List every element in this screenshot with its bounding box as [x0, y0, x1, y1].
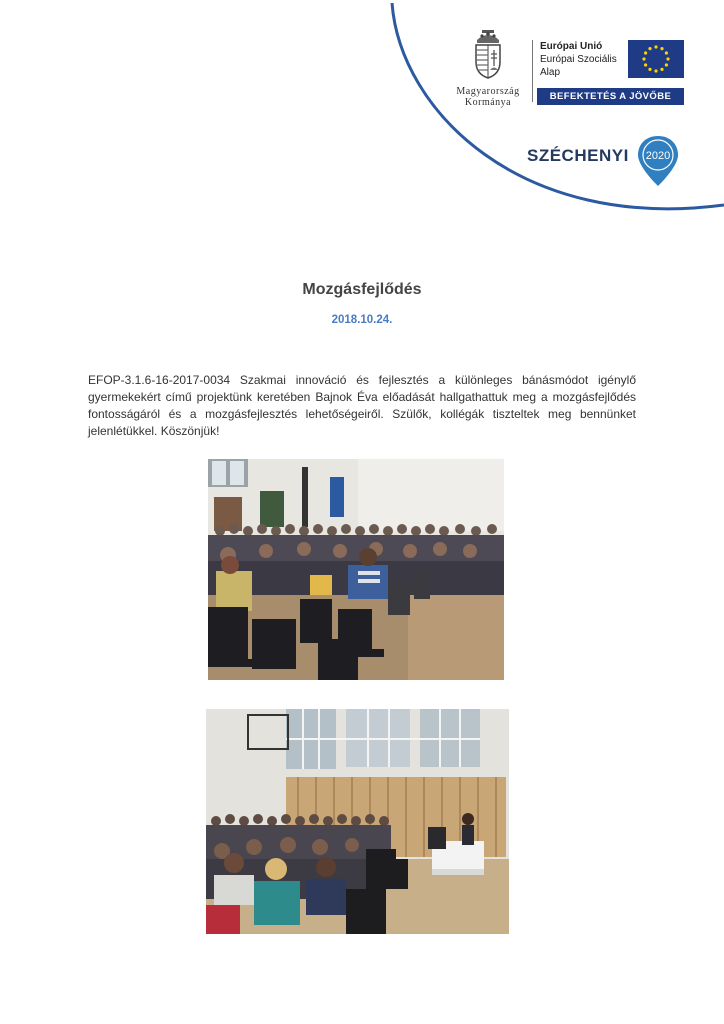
decorative-arc	[0, 0, 724, 260]
article-date: 2018.10.24.	[331, 314, 393, 326]
location-pin-icon	[636, 134, 680, 188]
hungarian-crest-icon	[470, 30, 506, 80]
gym-hall-photo	[206, 709, 509, 934]
invest-slogan-bar: BEFEKTETÉS A JÖVŐBE	[537, 88, 684, 105]
eu-line3: Alap	[540, 67, 561, 78]
eu-fund-label	[540, 40, 617, 79]
szechenyi-name: SZÉCHENYI	[527, 146, 629, 165]
page-title: Mozgásfejlődés	[302, 281, 422, 298]
szechenyi-year: 2020	[645, 150, 671, 162]
gov-name-line2: Kormánya	[464, 97, 512, 108]
eu-line1: Európai Unió	[540, 41, 603, 52]
government-name	[444, 86, 532, 108]
eu-flag-icon	[628, 40, 684, 78]
audience-photo	[208, 459, 504, 680]
eu-line2: Európai Szociális	[540, 54, 617, 65]
article-body: EFOP-3.1.6-16-2017-0034 Szakmai innováció és fejlesztés a különleges bánásmódot igénylő gyermekekért című projektünk keretében Bajnok Éva előadását hallgathattuk meg a mozgásfejlődés fontosságáról és a mozgásfejlesztés lehetőségeiről. Szülők, kollégák tiszteltek meg bennünket jelenlétükkel. Köszönjük!	[88, 373, 636, 438]
gov-name-line1: Magyarország	[456, 86, 520, 97]
logo-divider	[532, 40, 533, 102]
